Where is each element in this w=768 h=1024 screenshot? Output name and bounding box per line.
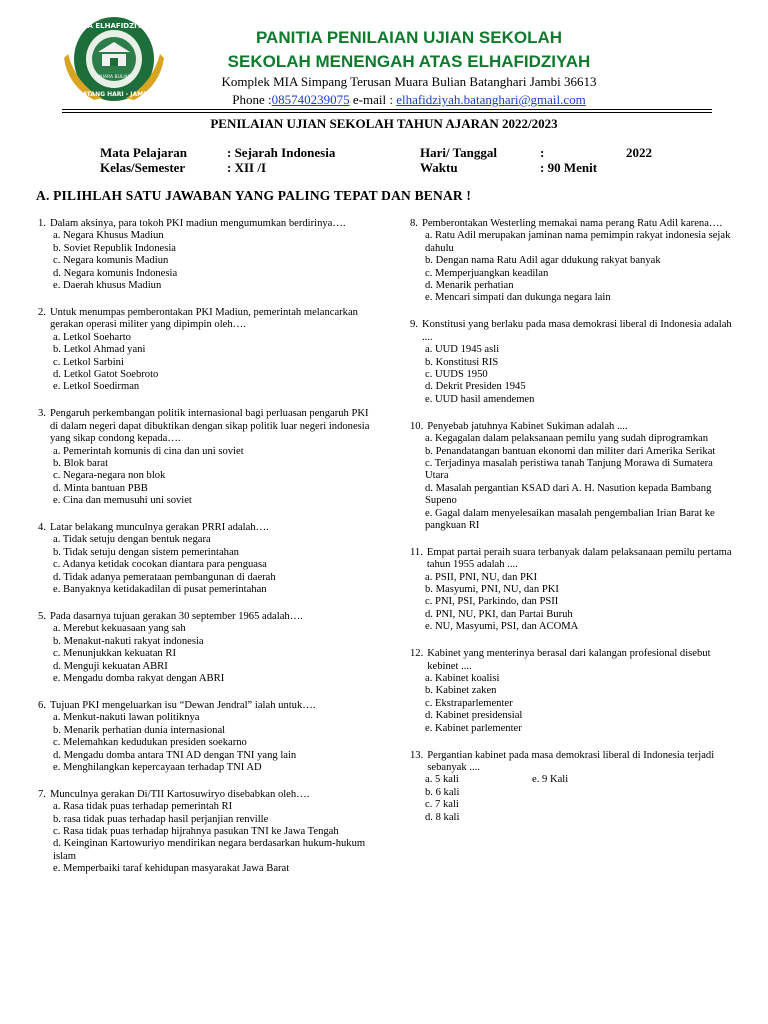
question-text: Untuk menumpas pemberontakan PKI Madiun, pemerintah melancarkan gerakan operasi militer yang dipimpin oleh…. [49,306,358,331]
answer-option: c. Adanya ketidak cocokan diantara para penguasa [53,559,267,571]
answer-option: e. 9 Kali [532,774,569,786]
question-text: Pengaruh perkembangan politik internasional bagi perluasan pengaruh PKI di dalam negeri dapat dibuktikan dengan sikap politik luar negeri indonesia yang sikap condong kepada…. [49,408,370,445]
question-item [38,611,373,685]
question-item [410,319,738,406]
answer-option: a. Rasa tidak puas terhadap pemerintah RI [53,801,233,813]
question-number: 2. [38,306,46,318]
question-item [410,218,738,305]
question-number: 11. [410,546,423,558]
phone-label: Phone : [232,92,272,107]
answer-option: b. Blok barat [53,457,109,469]
subject-label: Mata Pelajaran [100,145,188,160]
email-label: e-mail : [349,92,397,107]
answer-option: a. Ratu Adil merupakan jaminan nama pemimpin rakyat indonesia sejak dahulu [425,230,731,254]
answer-option: c. 7 kali [425,799,459,811]
question-text: Penyebab jatuhnya Kabinet Sukiman adalah .... [427,420,628,432]
header-divider [62,109,712,110]
answer-option: b. Menakut-nakuti rakyat indonesia [53,635,204,647]
answer-option: d. 8 kali [425,811,460,823]
class-label: Kelas/Semester [100,160,186,175]
time-value: : 90 Menit [540,160,598,175]
answer-option: d. Letkol Gatot Soebroto [53,368,159,380]
answer-option: b. 6 kali [425,786,460,798]
answer-option: c. Terjadinya masalah peristiwa tanah Tanjung Morawa di Sumatera Utara [425,457,713,482]
answer-option: b. Masyumi, PNI, NU, dan PKI [425,584,559,596]
question-text: Empat partai peraih suara terbanyak dalam pelaksanaan pemilu pertama tahun 1955 adalah .... [426,546,732,571]
answer-option: d. Masalah pergantian KSAD dari A. H. Nasution kepada Bambang Supeno [425,482,712,507]
answer-option: a. Tidak setuju dengan bentuk negara [53,534,211,546]
answer-option: b. Dengan nama Ratu Adil agar ddukung rakyat banyak [425,255,661,267]
committee-title: PANITIA PENILAIAN UJIAN SEKOLAH [255,28,563,47]
question-item [38,522,373,596]
answer-option: e. Menghilangkan kepercayaan terhadap TNI AD [53,761,262,773]
header-divider-thin [62,112,712,113]
answer-option: a. Kegagalan dalam pelaksanaan pemilu yang sudah diprogramkan [425,433,708,445]
answer-option: a. Negara Khusus Madiun [53,230,164,242]
question-number: 4. [38,522,46,534]
question-number: 12. [410,648,424,660]
answer-option: e. Mencari simpati dan dukunga negara lain [425,292,611,304]
questions-left-column [38,218,373,890]
question-number: 1. [38,218,46,229]
question-text: Tujuan PKI mengeluarkan isu “Dewan Jendral” ialah untuk…. [49,699,316,711]
answer-option: d. Menguji kekuatan ABRI [53,660,168,672]
answer-option: d. Keinginan Kartowuriyo mendirikan negara berdasarkan hukum-hukum islam [53,838,366,862]
answer-option: e. Mengadu domba rakyat dengan ABRI [53,673,225,684]
question-item [38,218,373,292]
question-text: Dalam aksinya, para tokoh PKI madiun mengumumkan berdirinya…. [49,218,346,229]
logo-text-middle: MUARA BULIAN [96,75,132,80]
answer-option: c. Letkol Sarbini [53,356,124,368]
answer-option: e. Letkol Soedirman [53,381,140,393]
question-text: Munculnya gerakan Di/TII Kartosuwiryo disebabkan oleh…. [49,788,310,800]
answer-option: a. Letkol Soeharto [53,331,131,343]
answer-option: e. NU, Masyumi, PSI, dan ACOMA [425,621,579,633]
contact-line [0,92,768,108]
answer-option: d. Tidak adanya pemerataan pembangunan di daerah [53,571,276,583]
answer-option: a. 5 kali [425,774,459,786]
question-text: Konstitusi yang berlaku pada masa demokrasi liberal di Indonesia adalah .... [421,319,732,343]
question-text: Pemberontakan Westerling memakai nama perang Ratu Adil karena…. [421,218,723,229]
answer-option: b. Kabinet zaken [425,685,497,697]
answer-option: c. UUDS 1950 [425,368,488,380]
email-link[interactable]: elhafidziyah.batanghari@gmail.com [396,92,586,107]
section-title: A. PILIHLAH SATU JAWABAN YANG PALING TEPAT DAN BENAR ! [36,188,472,203]
question-number: 13. [410,749,424,761]
question-number: 9. [410,319,418,331]
question-item [38,789,373,876]
answer-option: e. Kabinet parlementer [425,722,522,734]
answer-option: c. Negara-negara non blok [53,470,166,482]
exam-title: PENILAIAN UJIAN SEKOLAH TAHUN AJARAN 2022/2023 [210,116,558,131]
question-item [38,408,373,507]
answer-option: a. Menkut-nakuti lawan politiknya [53,712,200,724]
answer-option: c. Memperjuangkan keadilan [425,267,549,279]
question-number: 5. [38,610,46,622]
exam-year: 2022 [626,145,652,160]
answer-option: a. Pemerintah komunis di cina dan uni soviet [53,445,244,457]
answer-option: c. Negara komunis Madiun [53,255,169,267]
answer-option: b. Letkol Ahmad yani [53,344,146,356]
question-number: 7. [38,788,46,800]
answer-option: d. Minta bantuan PBB [53,482,148,494]
answer-option: a. PSII, PNI, NU, dan PKI [425,571,538,583]
answer-option: a. UUD 1945 asli [425,344,500,356]
answer-option: e. Daerah khusus Madiun [53,280,162,292]
time-label: Waktu [420,160,458,175]
question-number: 3. [38,408,46,420]
answer-option: d. Menarik perhatian [425,280,514,292]
question-text: Kabinet yang menterinya berasal dari kalangan profesional disebut kebinet .... [427,648,711,672]
question-item [410,750,738,824]
answer-option: b. Penandatangan bantuan ekonomi dan militer dari Amerika Serikat [425,445,716,457]
answer-option: b. Menarik perhatian dunia internasional [53,724,226,736]
answer-option: c. Rasa tidak puas terhadap hijrahnya pasukan TNI ke Jawa Tengah [53,826,339,838]
answer-option: a. Kabinet koalisi [425,673,500,684]
answer-option: e. Memperbaiki taraf kehidupan masyarakat Jawa Barat [53,863,290,875]
day-label: Hari/ Tanggal [420,145,497,160]
answer-option: c. Menunjukkan kekuatan RI [53,648,176,660]
question-number: 8. [410,218,418,229]
question-item [410,421,738,533]
answer-option: c. Ekstraparlementer [425,697,513,709]
school-name: SEKOLAH MENENGAH ATAS ELHAFIDZIYAH [227,52,591,71]
question-item [38,700,373,774]
answer-option: c. Melemahkan kedudukan presiden soekarno [53,737,247,749]
logo-text-bottom: BATANG HARI - JAMBI [78,91,150,98]
answer-option: d. Dekrit Presiden 1945 [425,381,526,393]
questions-right-column [410,218,738,838]
answer-option: c. PNI, PSI, Parkindo, dan PSII [425,596,559,608]
phone-link[interactable]: 085740239075 [271,92,350,107]
question-text: Latar belakang munculnya gerakan PRRI adalah…. [49,522,269,534]
question-item [38,307,373,394]
answer-option: b. Soviet Republik Indonesia [53,242,176,254]
answer-option: a. Merebut kekuasaan yang sah [53,623,186,635]
answer-option: b. Konstitusi RIS [425,356,499,368]
answer-option: e. Gagal dalam menyelesaikan masalah pengembalian Irian Barat ke pangkuan RI [425,507,715,531]
answer-option: d. Negara komunis Indonesia [53,267,178,279]
answer-option: d. Mengadu domba antara TNI AD dengan TNI yang lain [53,749,297,761]
day-value: : [540,145,545,160]
answer-option: e. Banyaknya ketidakadilan di pusat pemerintahan [53,584,267,596]
question-text: Pada dasarnya tujuan gerakan 30 september 1965 adalah…. [49,610,303,622]
question-item [410,648,738,735]
subject-value: : Sejarah Indonesia [227,145,336,160]
answer-option: e. Cina dan memusuhi uni soviet [53,495,192,507]
answer-option: e. UUD hasil amendemen [425,393,535,405]
answer-option: b. rasa tidak puas terhadap hasil perjanjian renville [53,813,269,825]
class-value: : XII /I [227,160,267,175]
question-number: 6. [38,699,46,711]
school-address: Komplek MIA Simpang Terusan Muara Bulian Batanghari Jambi 36613 [221,74,597,89]
answer-option: d. PNI, NU, PKI, dan Partai Buruh [425,608,573,620]
question-text: Pergantian kabinet pada masa demokrasi liberal di Indonesia terjadi sebanyak .... [427,749,715,773]
answer-option: b. Tidak setuju dengan sistem pemerintahan [53,546,239,558]
question-item [410,547,738,634]
question-number: 10. [410,420,424,432]
logo-text-top: SMA ELHAFIDZIYAH [75,22,153,30]
answer-option: d. Kabinet presidensial [425,710,523,722]
